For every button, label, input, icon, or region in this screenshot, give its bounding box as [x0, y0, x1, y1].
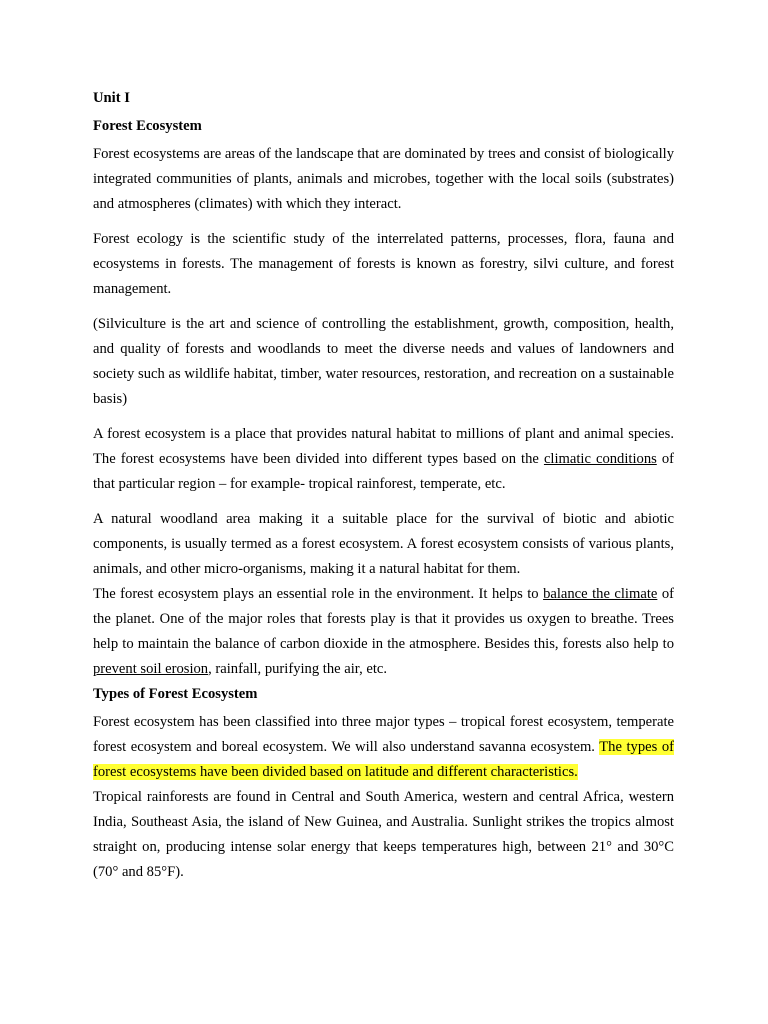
paragraph-silviculture: (Silviculture is the art and science of controlling the establishment, growth, composition, health, and quality of forests and woodlands to meet the diverse needs and values of landowners and society such as wildlife habitat, timber, water resources, restoration, and recreation on a sustainable basis)	[93, 316, 674, 407]
paragraph-text: , rainfall, purifying the air, etc.	[208, 661, 388, 677]
paragraph-natural-habitat	[93, 422, 674, 497]
paragraph-text: of that particular region – for example- tropical rainforest, temperate, etc.	[93, 451, 674, 492]
balance-the-climate-link[interactable]: balance the climate	[543, 586, 658, 602]
document-body	[93, 86, 674, 885]
prevent-soil-erosion-link[interactable]: prevent soil erosion	[93, 661, 209, 677]
paragraph-ecosystem-role	[93, 582, 674, 682]
highlighted-text: The types of forest ecosystems have been divided based on latitude and different characteristics.	[93, 739, 674, 780]
unit-title: Unit I	[93, 90, 130, 106]
paragraph-forest-types	[93, 710, 674, 785]
types-section-title: Types of Forest Ecosystem	[93, 686, 258, 702]
paragraph-natural-woodland: A natural woodland area making it a suitable place for the survival of biotic and abiotic components, is usually termed as a forest ecosystem. A forest ecosystem consists of various plants, animals, and other micro-organisms, making it a natural habitat for them.	[93, 511, 674, 577]
paragraph-text: of the planet. One of the major roles that forests play is that it provides us oxygen to breathe. Trees help to maintain the balance of carbon dioxide in the atmosphere. Besides this, forests also help to	[93, 586, 674, 652]
climatic-conditions-link[interactable]: climatic conditions	[543, 451, 657, 467]
paragraph-tropical-rainforests: Tropical rainforests are found in Central and South America, western and central Africa, western India, Southeast Asia, the island of New Guinea, and Australia. Sunlight strikes the tropics almost straight on, producing intense solar energy that keeps temperatures high, between 21° and 30°C (70° and 85°F).	[93, 789, 674, 880]
paragraph-forest-ecology: Forest ecology is the scientific study of the interrelated patterns, processes, flora, fauna and ecosystems in forests. The management of forests is known as forestry, silvi culture, and forest management.	[93, 231, 674, 297]
paragraph-text: A forest ecosystem is a place that provides natural habitat to millions of plant and animal species. The forest ecosystems have been divided into different types based on the	[93, 426, 674, 467]
paragraph-text: The forest ecosystem plays an essential role in the environment. It helps to	[93, 586, 544, 602]
paragraph-forest-definition: Forest ecosystems are areas of the landscape that are dominated by trees and consist of biologically integrated communities of plants, animals and microbes, together with the local soils (substrates) and atmospheres (climates) with which they interact.	[93, 146, 674, 212]
paragraph-text: Forest ecosystem has been classified into three major types – tropical forest ecosystem, temperate forest ecosystem and boreal ecosystem. We will also understand savanna ecosystem.	[93, 714, 674, 755]
section-title: Forest Ecosystem	[93, 118, 202, 134]
